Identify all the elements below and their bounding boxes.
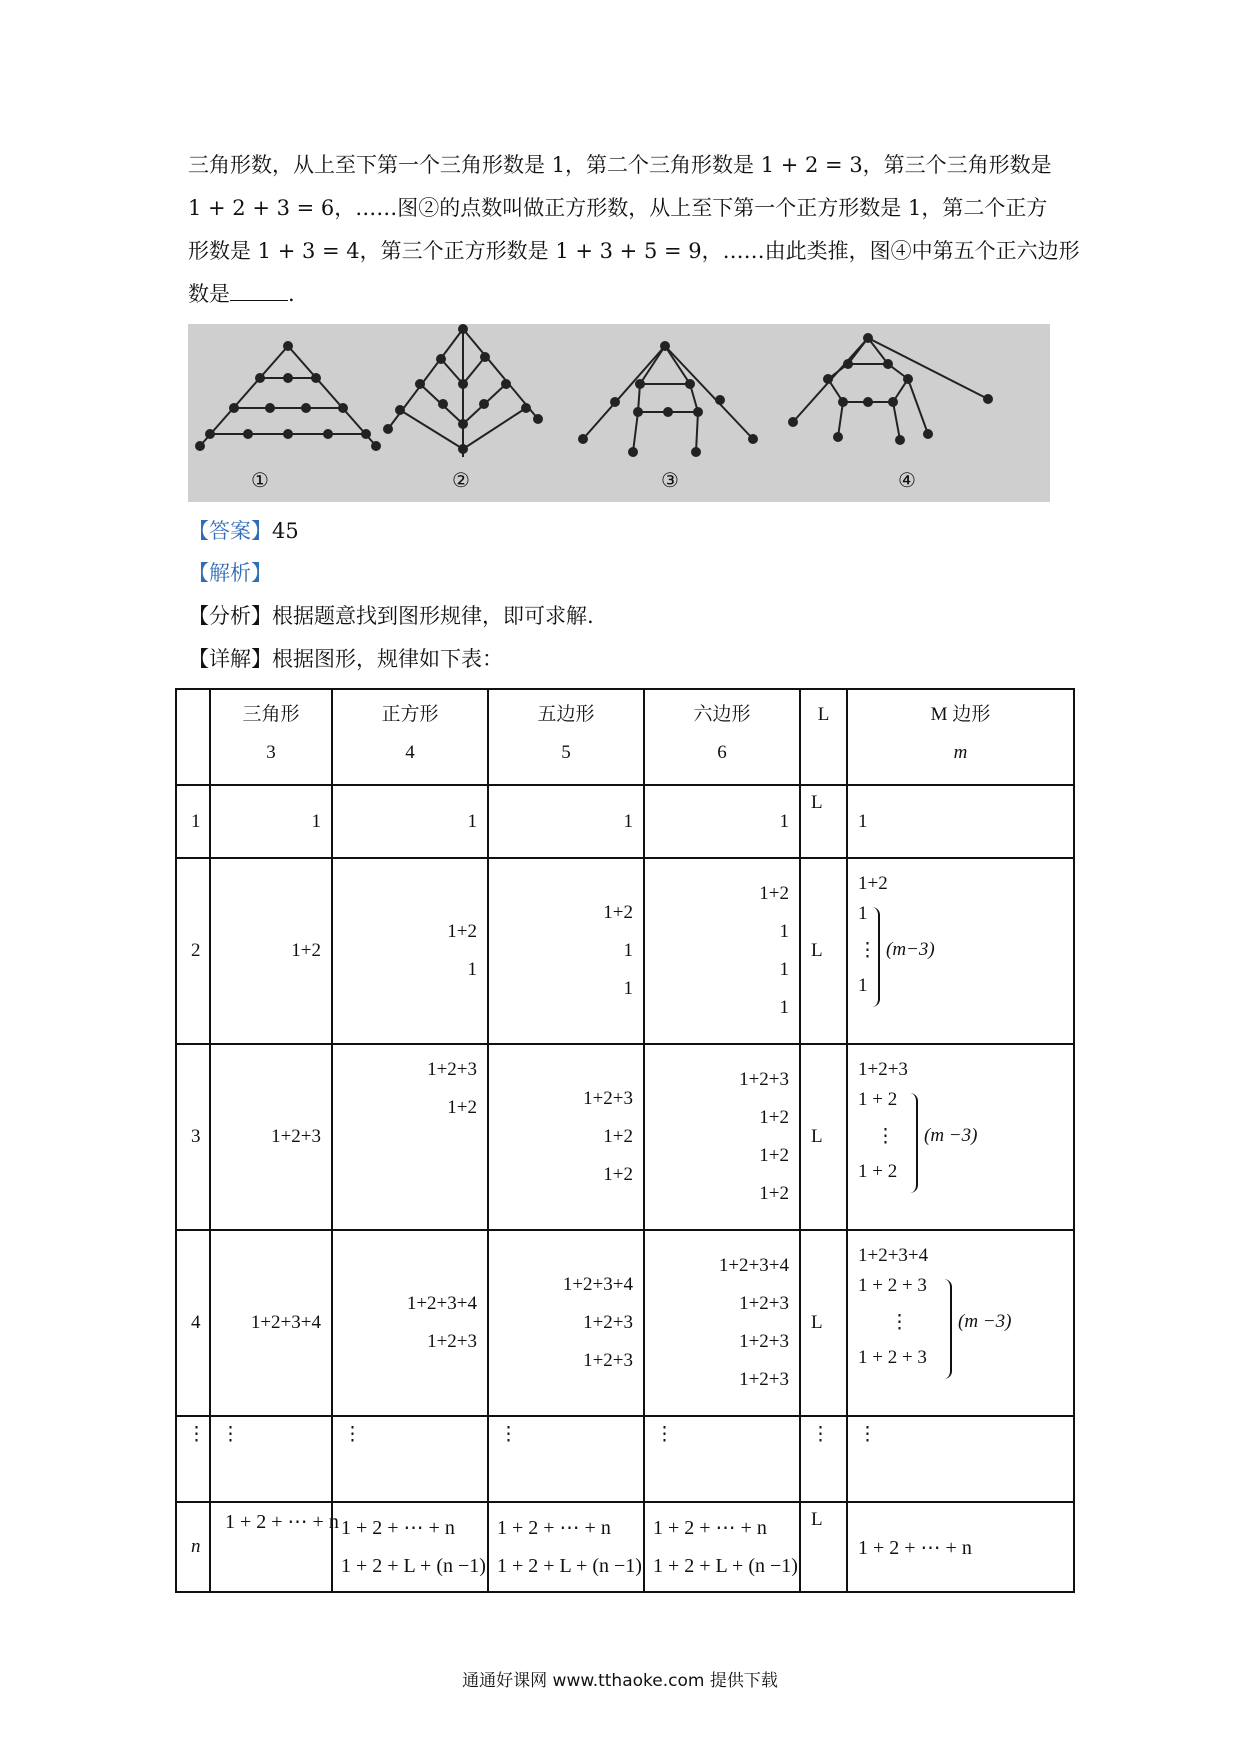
- question-line-4: 数是 .: [188, 282, 295, 306]
- answer-line: [188, 516, 299, 546]
- cell: 1+2: [210, 858, 332, 1044]
- cell: 1: [332, 785, 488, 858]
- cell: ⋮: [800, 1416, 847, 1502]
- cell: 1+2+3+4 1+2+3 1+2+3: [488, 1230, 644, 1416]
- cell: ⋮: [488, 1416, 644, 1502]
- row-label: 1: [176, 785, 210, 858]
- figure-label-4: ④: [898, 468, 916, 492]
- cell: L: [800, 858, 847, 1044]
- figure-label-1: ①: [251, 468, 269, 492]
- question-line-1: 三角形数，从上至下第一个三角形数是 1，第二个三角形数是 1 + 2 = 3，第三个三角形数是: [188, 153, 1052, 177]
- row-label: 2: [176, 858, 210, 1044]
- xiangjie-tag: 【详解】: [188, 647, 272, 671]
- fenxi-text: 根据题意找到图形规律，即可求解.: [272, 604, 594, 628]
- table-row: [176, 858, 1074, 1044]
- brace-icon: [906, 1093, 918, 1193]
- cell: 1+2+3 1+2 1+2: [488, 1044, 644, 1230]
- row-label: ⋮: [176, 1416, 210, 1502]
- xiangjie-text: 根据图形，规律如下表：: [272, 647, 503, 671]
- cell: 1+2+3 1+2 1+2 1+2: [644, 1044, 800, 1230]
- cell: 1+2+3+4 1+2+3 1+2+3 1+2+3: [644, 1230, 800, 1416]
- cell: ⋮: [644, 1416, 800, 1502]
- header-corner: [176, 689, 210, 785]
- figure-label-3: ③: [661, 468, 679, 492]
- table-header-row: [176, 689, 1074, 785]
- answer-blank: [230, 280, 288, 301]
- brace-icon: [868, 907, 880, 1007]
- cell: 1+2 1 ⋮ 1 (m−3): [847, 858, 1074, 1044]
- header-triangle: 三角形 3: [210, 689, 332, 785]
- cell: 1+2+3: [210, 1044, 332, 1230]
- figure-label-2: ②: [452, 468, 470, 492]
- cell: L: [800, 1044, 847, 1230]
- xiangjie-line: [188, 644, 503, 674]
- cell: 1+2 1: [332, 858, 488, 1044]
- fenxi-line: [188, 601, 594, 631]
- question-line-2: 1 + 2 + 3 = 6，……图②的点数叫做正方形数，从上至下第一个正方形数是 1，第二个正方: [188, 196, 1048, 220]
- cell: ⋮: [332, 1416, 488, 1502]
- table-row: [176, 1230, 1074, 1416]
- question-line-3: 形数是 1 + 3 = 4，第三个正方形数是 1 + 3 + 5 = 9，……由此类推，图④中第五个正六边形: [188, 239, 1080, 263]
- header-m-gon: M 边形 m: [847, 689, 1074, 785]
- cell: 1: [644, 785, 800, 858]
- row-label: 4: [176, 1230, 210, 1416]
- table-row: [176, 1416, 1074, 1502]
- table-row: [176, 785, 1074, 858]
- cell: L: [800, 1230, 847, 1416]
- header-hexagon: 六边形 6: [644, 689, 800, 785]
- cell: 1 + 2 + ⋯ + n: [847, 1502, 1074, 1592]
- cell: 1+2 1 1: [488, 858, 644, 1044]
- header-pentagon: 五边形 5: [488, 689, 644, 785]
- analysis-tag: 【解析】: [188, 561, 272, 585]
- header-ellipsis: L: [800, 689, 847, 785]
- cell: 1+2+3 1+2: [332, 1044, 488, 1230]
- answer-tag: 【答案】: [188, 519, 272, 543]
- cell: 1: [847, 785, 1074, 858]
- fenxi-tag: 【分析】: [188, 604, 272, 628]
- cell: L: [800, 1502, 847, 1592]
- cell: 1 + 2 + ⋯ + n: [210, 1502, 332, 1592]
- cell: 1 + 2 + ⋯ + n 1 + 2 + L + (n −1): [488, 1502, 644, 1592]
- row-label: n: [176, 1502, 210, 1592]
- cell: 1 + 2 + ⋯ + n 1 + 2 + L + (n −1): [332, 1502, 488, 1592]
- cell: 1+2+3+4 1+2+3: [332, 1230, 488, 1416]
- cell: ⋮: [210, 1416, 332, 1502]
- brace-icon: [940, 1279, 952, 1379]
- table-row: [176, 1502, 1074, 1592]
- figure-polygonal-numbers: [188, 324, 1050, 502]
- cell: 1+2+3+4 1 + 2 + 3 ⋮ 1 + 2 + 3 (m −3): [847, 1230, 1074, 1416]
- cell: ⋮: [847, 1416, 1074, 1502]
- rule-table: [175, 688, 1075, 1593]
- cell: 1+2+3 1 + 2 ⋮ 1 + 2 (m −3): [847, 1044, 1074, 1230]
- table-row: [176, 1044, 1074, 1230]
- answer-value: 45: [272, 519, 299, 543]
- cell: 1: [488, 785, 644, 858]
- row-label: 3: [176, 1044, 210, 1230]
- cell: 1: [210, 785, 332, 858]
- footer-text: 通通好课网 www.tthaoke.com 提供下载: [462, 1671, 778, 1691]
- cell: L: [800, 785, 847, 858]
- cell: 1+2+3+4: [210, 1230, 332, 1416]
- question-text: [188, 144, 1080, 316]
- cell: 1+2 1 1 1: [644, 858, 800, 1044]
- header-square: 正方形 4: [332, 689, 488, 785]
- figure-drawing: [188, 324, 1050, 502]
- cell: 1 + 2 + ⋯ + n 1 + 2 + L + (n −1): [644, 1502, 800, 1592]
